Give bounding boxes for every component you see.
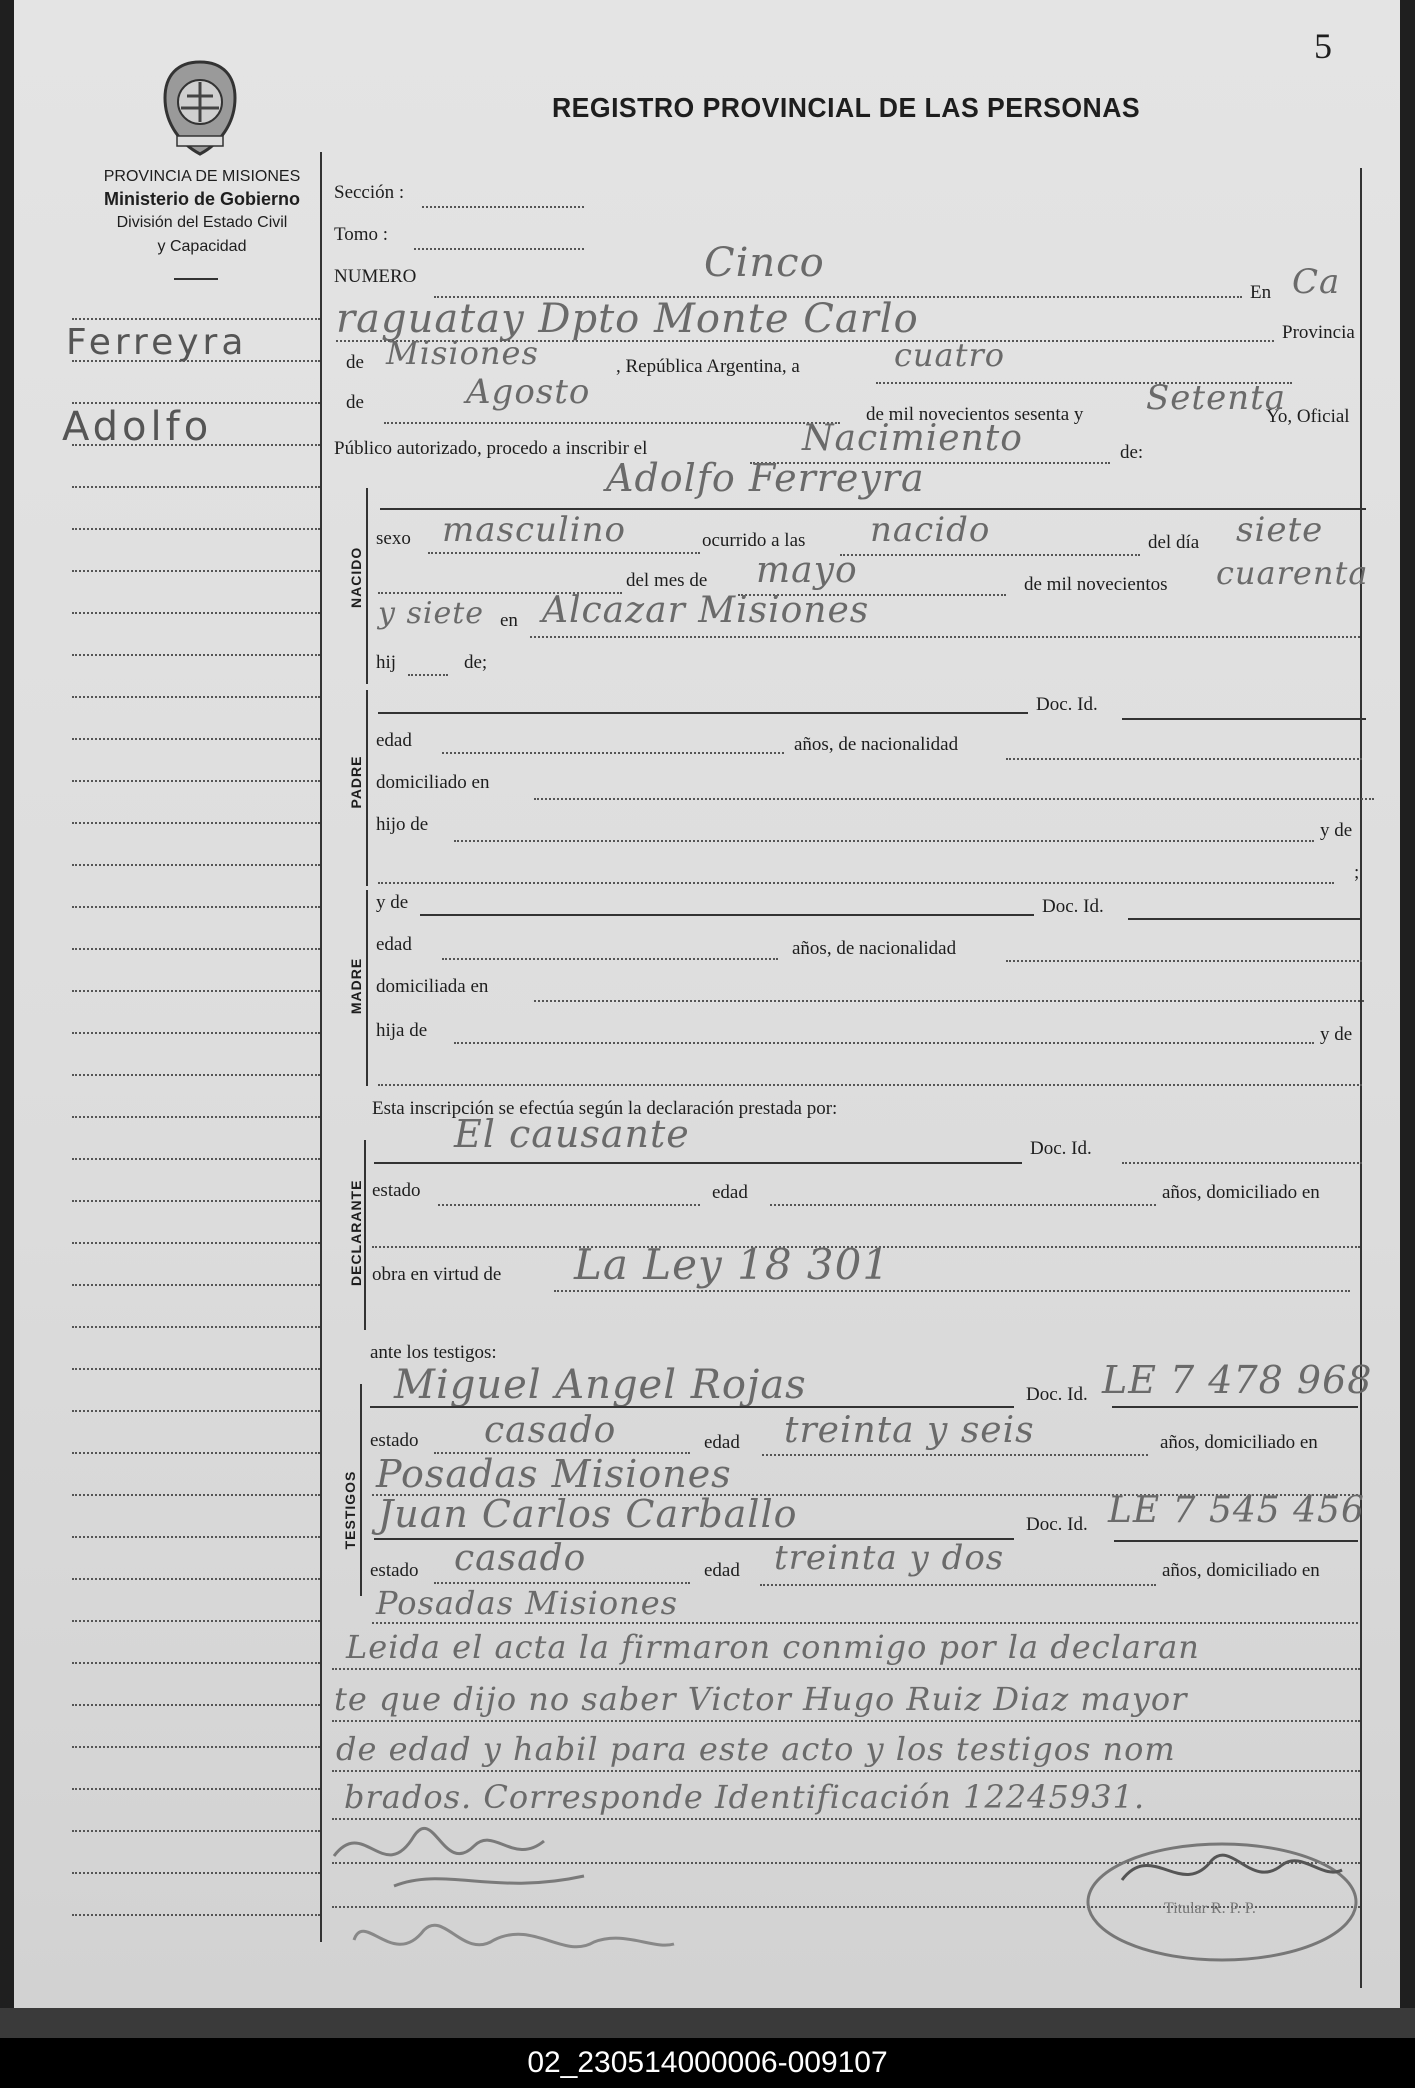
division-label-1: División del Estado Civil (116, 214, 288, 231)
en-value-2: raguatay Dpto Monte Carlo (336, 296, 919, 342)
margin-ruled-line (72, 444, 320, 446)
madre-nac-label: años, de nacionalidad (792, 938, 957, 959)
ano-nac-value-1: cuarenta (1216, 554, 1369, 592)
division-label-2: y Capacidad (157, 238, 247, 255)
madre-edad-label: edad (376, 934, 412, 955)
padre-doc-label: Doc. Id. (1036, 694, 1098, 715)
margin-ruled-line (72, 360, 320, 362)
testigo2-nombre: Juan Carlos Carballo (378, 1492, 798, 1536)
archive-id: 02_230514000006-009107 (0, 2038, 1415, 2088)
declarante-estado-label: estado (372, 1180, 421, 1201)
margin-ruled-line (72, 738, 320, 740)
margin-ruled-line (72, 822, 320, 824)
margin-ruled-line (72, 864, 320, 866)
testigo2-edad-label: edad (704, 1560, 740, 1581)
margin-ruled-line (72, 1578, 320, 1580)
page-title: REGISTRO PROVINCIAL DE LAS PERSONAS (552, 92, 1141, 123)
testigo1-estado: casado (484, 1410, 617, 1451)
signature-testigo-icon (334, 1900, 694, 1980)
provincia-value: Misiones (386, 334, 539, 372)
publico-label: Público autorizado, procedo a inscribir el (334, 438, 648, 459)
testigo1-estado-label: estado (370, 1430, 419, 1451)
page-edge (0, 2008, 1415, 2038)
ocurrido-label: ocurrido a las (702, 530, 806, 551)
margin-ruled-line (72, 780, 320, 782)
margin-ruled-line (72, 1494, 320, 1496)
ministry-label: Ministerio de Gobierno (103, 189, 300, 209)
padre-dom-label: domiciliado en (376, 772, 490, 793)
margin-ruled-line (72, 1368, 320, 1370)
lugar-value: Alcazar Misiones (542, 590, 870, 631)
testigo2-doc-value: LE 7 545 456 (1108, 1490, 1365, 1531)
sexo-value: masculino (442, 510, 627, 550)
de-label-1: de (346, 352, 364, 373)
margin-ruled-line (72, 570, 320, 572)
testigo2-domicilio: Posadas Misiones (376, 1584, 679, 1622)
section-nacido: NACIDO (348, 546, 364, 608)
declarante-doc-label: Doc. Id. (1030, 1138, 1092, 1159)
madre-doc-label: Doc. Id. (1042, 896, 1104, 917)
padre-semicolon: ; (1354, 862, 1360, 883)
sexo-label: sexo (376, 528, 411, 549)
padre-edad-label: edad (376, 730, 412, 751)
margin-ruled-line (72, 1830, 320, 1832)
margin-ruled-line (72, 1116, 320, 1118)
numero-label: NUMERO (334, 266, 417, 287)
nota-line-1: Leida el acta la firmaron conmigo por la declaran (346, 1628, 1200, 1666)
margin-ruled-line (72, 612, 320, 614)
en-lc-label: en (500, 610, 518, 631)
margin-ruled-line (72, 486, 320, 488)
margin-ruled-line (72, 696, 320, 698)
madre-yde-label: y de (376, 892, 409, 913)
margin-ruled-line (72, 654, 320, 656)
document-page (14, 0, 1400, 2008)
margin-ruled-line (72, 990, 320, 992)
hij-label: hij (376, 652, 397, 673)
numero-value: Cinco (704, 240, 825, 286)
de-label-2: de (346, 392, 364, 413)
del-dia-label: del día (1148, 532, 1200, 553)
declarante-value: El causante (454, 1112, 690, 1156)
testigo1-domicilio: Posadas Misiones (376, 1452, 732, 1496)
testigo1-nombre: Miguel Angel Rojas (394, 1362, 807, 1408)
testigo1-edad: treinta y seis (784, 1410, 1035, 1451)
padre-nac-label: años, de nacionalidad (794, 734, 959, 755)
dia-nac-value: siete (1236, 510, 1324, 550)
margin-ruled-line (72, 1200, 320, 1202)
province-label: PROVINCIA DE MISIONES (103, 168, 301, 185)
margin-ruled-line (72, 1620, 320, 1622)
ley-value: La Ley 18 301 (574, 1240, 891, 1289)
margin-ruled-line (72, 1158, 320, 1160)
section-padre: PADRE (348, 755, 364, 809)
obra-label: obra en virtud de (372, 1264, 502, 1285)
de-semi-label: de; (464, 652, 488, 673)
yo-oficial-label: Yo, Oficial (1266, 406, 1350, 427)
section-declarante: DECLARANTE (348, 1179, 364, 1286)
province-seal-icon (157, 58, 243, 158)
margin-ruled-line (72, 1662, 320, 1664)
ano-nac-value-2: y siete (378, 596, 485, 631)
margin-ruled-line (72, 402, 320, 404)
margin-ruled-line (72, 1788, 320, 1790)
margin-ruled-line (72, 1914, 320, 1916)
margin-surname: Ferreyra (66, 322, 248, 363)
testigo2-dom-label: años, domiciliado en (1162, 1560, 1320, 1581)
testigo2-doc-label: Doc. Id. (1026, 1514, 1088, 1535)
ano-value: Setenta (1146, 378, 1287, 418)
madre-dom-label: domiciliada en (376, 976, 489, 997)
del-mes-label: del mes de (626, 570, 708, 591)
margin-ruled-line (72, 1284, 320, 1286)
margin-given-name: Adolfo (62, 404, 213, 450)
dia-value: cuatro (894, 336, 1006, 374)
seccion-label: Sección : (334, 182, 405, 203)
margin-ruled-line (72, 1326, 320, 1328)
margin-ruled-line (72, 528, 320, 530)
acto-value: Nacimiento (802, 418, 1023, 459)
provincia-label: Provincia (1282, 322, 1355, 343)
testigo2-estado-label: estado (370, 1560, 419, 1581)
margin-ruled-line (72, 906, 320, 908)
margin-ruled-line (72, 1074, 320, 1076)
section-testigos: TESTIGOS (342, 1470, 358, 1550)
testigo1-doc-value: LE 7 478 968 (1102, 1358, 1373, 1402)
margin-ruled-line (72, 948, 320, 950)
margin-ruled-line (72, 1872, 320, 1874)
margin-ruled-line (72, 1410, 320, 1412)
nota-line-3: de edad y habil para este acto y los testigos nom (336, 1730, 1176, 1768)
margin-ruled-line (72, 1452, 320, 1454)
nota-line-2: te que dijo no saber Victor Hugo Ruiz Diaz mayor (334, 1680, 1188, 1718)
padre-yde-label: y de (1320, 820, 1353, 841)
testigo1-edad-label: edad (704, 1432, 740, 1453)
tomo-label: Tomo : (334, 224, 389, 245)
margin-ruled-line (72, 1536, 320, 1538)
declaracion-label: Esta inscripción se efectúa según la declaración prestada por: (372, 1098, 838, 1119)
padre-hijo-label: hijo de (376, 814, 429, 835)
margin-ruled-line (72, 1704, 320, 1706)
madre-hija-label: hija de (376, 1020, 428, 1041)
nota-line-4: brados. Corresponde Identificación 12245931. (344, 1778, 1146, 1816)
madre-yde2-label: y de (1320, 1024, 1353, 1045)
margin-ruled-line (72, 318, 320, 320)
en-value-1: Ca (1292, 262, 1341, 302)
en-label: En (1250, 282, 1272, 303)
margin-ruled-line (72, 1242, 320, 1244)
margin-ruled-line (72, 1746, 320, 1748)
hora-value: nacido (870, 510, 991, 550)
de-colon-label: de: (1120, 442, 1144, 463)
de-mil-label: de mil novecientos sesenta y (866, 404, 1084, 425)
signature-declarante-icon (324, 1796, 664, 1906)
testigo2-edad: treinta y dos (774, 1538, 1005, 1578)
page-number: 5 (1314, 26, 1332, 66)
stamp-text: Titular R. P. P. (1164, 1900, 1256, 1917)
mil-nov-label: de mil novecientos (1024, 574, 1168, 595)
testigos-label: ante los testigos: (370, 1342, 497, 1363)
mes-value: Agosto (466, 372, 591, 412)
declarante-dom-label: años, domiciliado en (1162, 1182, 1320, 1203)
official-stamp-icon (1082, 1820, 1362, 1970)
nombre-value: Adolfo Ferreyra (606, 456, 925, 500)
section-madre: MADRE (348, 957, 364, 1015)
mes-nac-value: mayo (756, 550, 858, 591)
testigo1-doc-label: Doc. Id. (1026, 1384, 1088, 1405)
margin-ruled-line (72, 1032, 320, 1034)
declarante-edad-label: edad (712, 1182, 748, 1203)
testigo2-estado: casado (454, 1538, 587, 1579)
republica-label: , República Argentina, a (616, 356, 800, 377)
testigo1-dom-label: años, domiciliado en (1160, 1432, 1318, 1453)
